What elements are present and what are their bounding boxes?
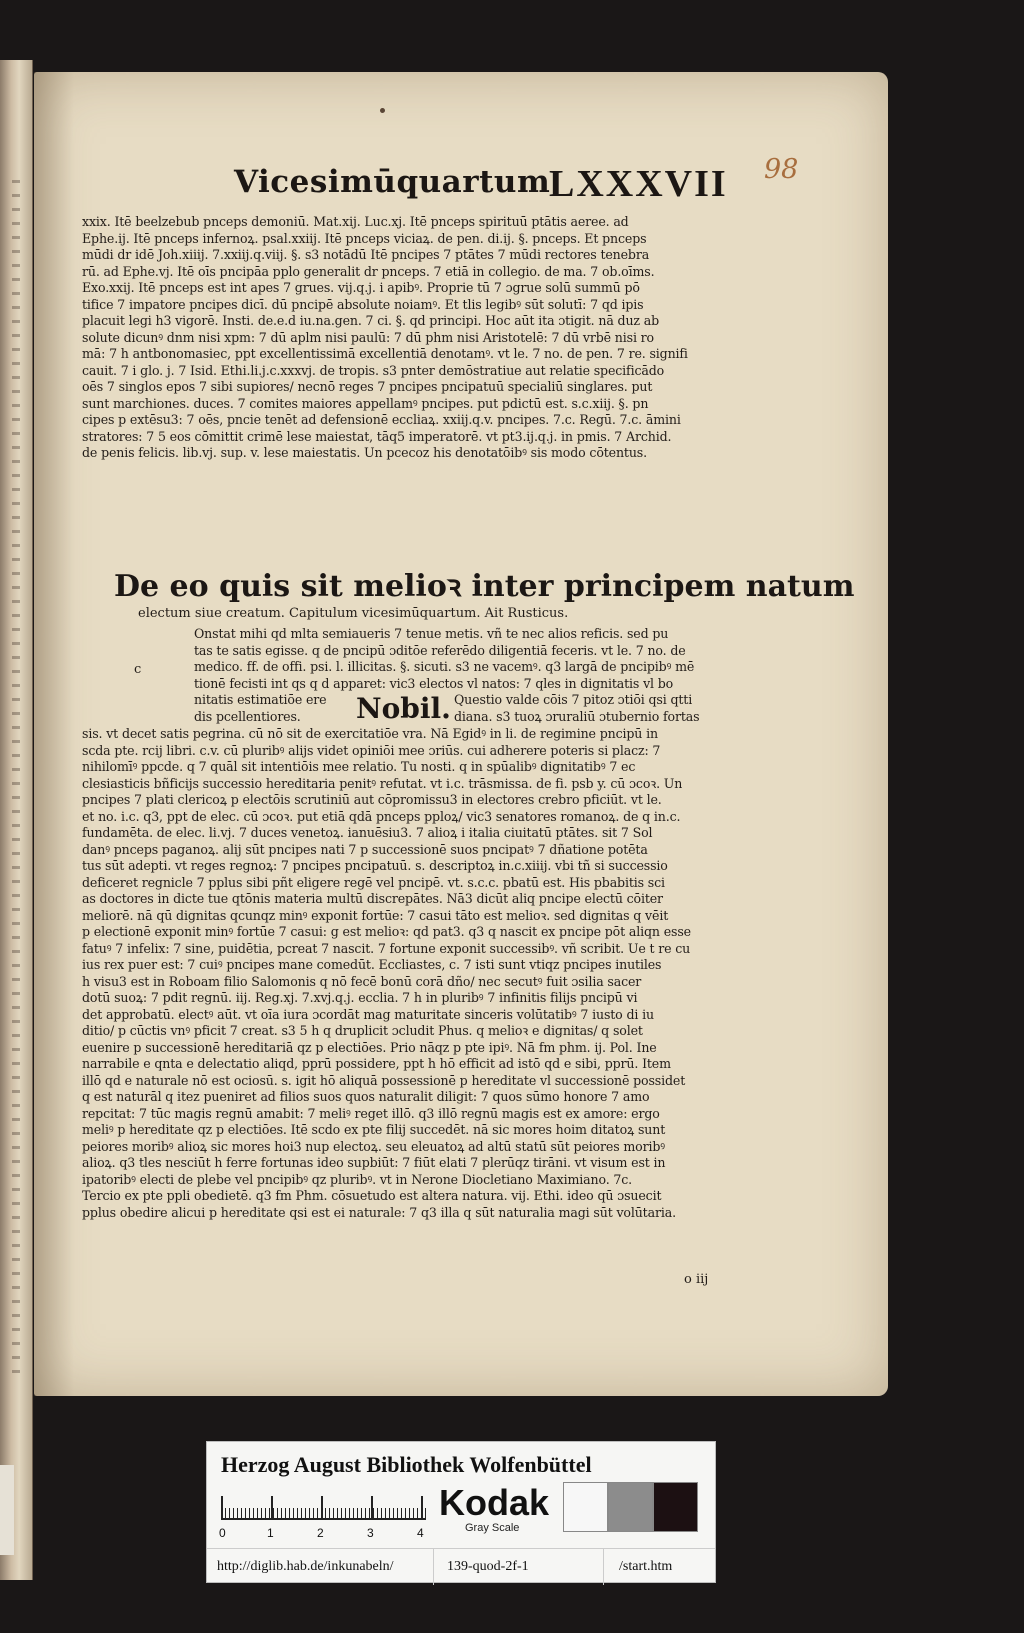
text-line: fundamēta. de elec. li.vj. 7 duces venetoꝝ. ianuēsiu3. 7 alioꝝ i italia ciuitatū ptātes. sit 7 Sol (82, 825, 653, 840)
ruler-number: 3 (367, 1526, 374, 1540)
chapter-heading: De eo quis sit melioꝛ inter principem natum (114, 569, 855, 604)
signature-mark: o iij (684, 1272, 709, 1287)
text-line: dotū suoꝝ: 7 pdit regnū. iij. Reg.xj. 7.xvj.q.j. ecclia. 7 h in pluribꝰ 7 infinitis filijs pncipū vi (82, 990, 638, 1005)
text-line: ditio/ p cūctis vnꝰ pficit 7 creat. s3 5 h q druplicit ɔcludit Phus. q melioꝛ e dignitas/ q solet (82, 1023, 643, 1038)
ruler-number: 2 (317, 1526, 324, 1540)
text-line: placuit legi h3 vigorē. Insti. de.e.d iu.na.gen. 7 ci. §. qd principi. Hoc aūt ita ɔtigit. nā duz ab (82, 313, 660, 328)
text-line: as doctores in dicte tue qtōnis materia multū discrepātes. Nā3 dicūt aliq pncipe electū cōiter (82, 891, 663, 906)
text-line: sis. vt decet satis pegrina. cū nō sit de exercitatiōe vra. Nā Egidꝰ in li. de regimine pncipū in (82, 726, 658, 741)
previous-page-edge (0, 60, 33, 1580)
institution-name: Herzog August Bibliothek Wolfenbüttel (221, 1452, 592, 1477)
text-line: euenire p successionē hereditariā qz p electiōes. Prio nāqz p pte ipiꝰ. Nā fm phm. ij. Pol. Ine (82, 1039, 657, 1055)
text-line: sunt marchiones. duces. 7 comites maiores appellamꝰ pncipes. put pdictū est. s.c.xiij. §. pn (82, 395, 649, 411)
text-line: diana. s3 tuoꝝ ɔruraliū ɔtubernio fortas (454, 708, 700, 724)
text-line: Exo.xxij. Itē pnceps est int apes 7 grues. vij.q.j. i apibꝰ. Proprie tū 7 ɔgrue solū summū pō (82, 280, 640, 295)
gray-scale-label: Gray Scale (465, 1522, 520, 1534)
ruler-number: 1 (267, 1526, 274, 1540)
marginal-letter: c (134, 662, 142, 677)
ruler-tick-major (321, 1496, 323, 1518)
gutter-shadow (34, 72, 74, 1396)
ink-spot (380, 108, 385, 113)
text-line: dis pcellentiores. (194, 708, 301, 724)
handwritten-folio-number: 98 (764, 154, 799, 185)
text-line: ipatoribꝰ electi de plebe vel pncipibꝰ qz pluribꝰ. vt in Nerone Diocletiano Maximiano. 7c. (82, 1171, 633, 1187)
text-line: pncipes 7 plati clericoꝝ p electōis scrutiniū aut cōpromissu3 in electores crebro pficiūt. vt le. (82, 792, 662, 807)
previous-page-tab (0, 1465, 14, 1555)
text-line: mūdi dr idē Joh.xiiij. 7.xxiij.q.viij. §. s3 notādū Itē pncipes 7 ptātes 7 mūdi rectores tenebra (82, 247, 650, 262)
text-line: cauit. 7 i glo. j. 7 Isid. Ethi.li.j.c.xxxvj. de tropis. s3 pnter demōstratiue aut relatie specificādo (82, 362, 665, 378)
speaker-label-nobilis: Nobil. (356, 692, 451, 725)
text-line: illō qd e naturale nō est ociosū. s. igit hō aliquā possessionē p hereditate vl successionē possidet (82, 1072, 686, 1088)
ruler-tick-major (221, 1496, 223, 1518)
footer-divider (433, 1549, 434, 1585)
ruler-number: 0 (219, 1526, 226, 1540)
measurement-ruler (221, 1488, 426, 1520)
text-line: tus sūt adepti. vt reges regnoꝝ: 7 pncipes pncipatuū. s. descriptoꝝ in.c.xiiij. vbi tñ si successio (82, 858, 668, 873)
text-line: repcitat: 7 tūc magis regnū amabit: 7 meliꝰ reget illō. q3 illō regnū magis est ex amore: ergo (82, 1105, 660, 1121)
text-line: solute dicunꝰ dnm nisi xpm: 7 dū aplm nisi paulū: 7 dū phm nisi Aristotelē: 7 dū vrbē nisi ro (82, 329, 654, 345)
text-line: tifice 7 impatore pncipes dicī. dū pncipē absolute noiamꝰ. Et tlis legibꝰ sūt solutī: 7 qd ipis (82, 296, 644, 312)
ruler-tick-major (371, 1496, 373, 1518)
text-line: peiores moribꝰ alioꝝ sic mores hoi3 nup electoꝝ. seu eleuatoꝝ ad altū statū sūt peiores moribꝰ (82, 1138, 665, 1154)
text-line: Questio valde cōis 7 pitoz ɔtiōi qsi qtti (454, 692, 693, 707)
text-line: stratores: 7 5 eos cōmittit crimē lese maiestat, tāq5 imperatorē. vt pt3.ij.q.j. in pmis. 7 Archid. (82, 428, 672, 444)
text-line: alioꝝ. q3 tles nesciūt h ferre fortunas ideo supbiūt: 7 fiūt elati 7 plerūqz tirāni. vt visum est in (82, 1155, 666, 1170)
text-line: fatuꝰ 7 infelix: 7 sine, puidētia, pcreat 7 nascit. 7 fortune exponit successibꝰ. vñ scribit. Ue t re cu (82, 940, 691, 956)
folio-number: LXXXVII (549, 163, 728, 205)
text-line: tas te satis egisse. q de pncipū ɔditōe referēdo diligentiā feceris. vt le. 7 no. de (194, 642, 686, 658)
text-line: deficeret regnicle 7 pplus sibi pñt eligere regē vel pncipē. vt. s.c.c. pbatū est. His pbabitis sci (82, 874, 665, 890)
gray-swatch-light (563, 1482, 608, 1532)
label-footer (207, 1548, 715, 1585)
text-line: medico. ff. de offi. psi. l. illicitas. §. sicuti. s3 ne vacemꝰ. q3 largā de pncipibꝰ mē (194, 659, 695, 674)
gray-swatch-mid (608, 1482, 653, 1532)
gray-swatch-dark (653, 1482, 698, 1532)
text-line: xxix. Itē beelzebub pnceps demoniū. Mat.xij. Luc.xj. Itē pnceps spirituū ptātis aeree. ad (82, 214, 629, 229)
text-line: q est naturāl q itez pueniret ad filios suos quos naturalit diligit: 7 quos sūmo honore 7 amo (82, 1089, 650, 1104)
text-line: Tercio ex pte ppli obedietē. q3 fm Phm. cōsuetudo est altera natura. vij. Ethi. ideo qū ɔsuecit (82, 1188, 662, 1203)
text-line: de penis felicis. lib.vj. sup. v. lese maiestatis. Un pcecoz his denotatōibꝰ sis modo cōtentus. (82, 445, 647, 460)
text-block-main (82, 726, 772, 1221)
running-title: Vicesimūquartum (234, 164, 551, 200)
ruler-tick-major (421, 1496, 423, 1518)
text-block-after-nobilis (454, 692, 754, 725)
text-line: nitatis estimatiōe ere (194, 692, 327, 707)
text-block-opening (82, 214, 772, 462)
footer-divider (603, 1549, 604, 1585)
ruler-number: 4 (417, 1526, 424, 1540)
ruler-tick-major (271, 1496, 273, 1518)
text-line: meliorē. nā qū dignitas qcunqz minꝰ exponit fortūe: 7 casui tāto est melioꝛ. sed dignitas q vēit (82, 907, 669, 923)
text-line: det approbatū. electꝰ aūt. vt oīa iura ɔcordāt mag maturitate sinceris volūtatibꝰ 7 iusto di iu (82, 1006, 654, 1022)
text-line: nihilomīꝰ ppcde. q 7 quāl sit intentiōis mee relatio. Tu nosti. q in spūalibꝰ dignitatibꝰ 7 ec (82, 759, 636, 774)
shelfmark: 139-quod-2f-1 (447, 1559, 529, 1574)
chapter-subtitle: electum siue creatum. Capitulum vicesimūquartum. Ait Rusticus. (138, 606, 569, 621)
text-line: danꝰ pnceps paganoꝝ. alij sūt pncipes nati 7 p successionē suos pncipatꝰ 7 dñatione potēta (82, 841, 648, 857)
text-line: tionē fecisti int qs q d apparet: vic3 electos vl natos: 7 qles in dignitatis vl bo (194, 675, 674, 691)
text-line: p electionē exponit minꝰ fortūe 7 casui: g est melioꝛ: qd pat3. q3 q nascit ex pncipe pōt aliqn esse (82, 924, 691, 939)
text-block-chapter-start (194, 626, 754, 692)
text-line: pplus obedire alicui p hereditate qsi est ei naturale: 7 q3 illa q sūt naturalia magi sūt volūtaria. (82, 1204, 676, 1220)
text-line: clesiasticis bñficijs successio hereditaria penitꝰ refutat. vt i.c. trāsmissa. de fi. psb y. cū ɔcoꝛ. Un (82, 775, 683, 791)
text-line: cipes p extēsu3: 7 oēs, pncie tenēt ad defensionē eccliaꝝ. xxiij.q.v. pncipes. 7.c. Regū. 7.c. āmini (82, 412, 681, 427)
book-page (34, 72, 888, 1396)
label-url: http://diglib.hab.de/inkunabeln/ (217, 1559, 394, 1574)
start-path: /start.htm (619, 1559, 673, 1574)
text-line: h visu3 est in Roboam filio Salomonis q nō fecē bonū corā dño/ nec secutꝰ fuit ɔsilia sacer (82, 973, 642, 989)
text-line: Ephe.ij. Itē pnceps infernoꝝ. psal.xxiij. Itē pnceps viciaꝝ. de pen. di.ij. §. pnceps. Et pnceps (82, 230, 647, 246)
text-line: et no. i.c. q3, ppt de elec. cū ɔcoꝛ. put etiā qdā pnceps pploꝝ/ vic3 senatores romanoꝝ. de q in.c. (82, 808, 681, 824)
text-line: meliꝰ p hereditate qz p electiōes. Itē scdo ex pte filij succedēt. nā sic mores hoim ditatoꝝ sunt (82, 1122, 666, 1137)
text-line: rū. ad Ephe.vj. Itē oīs pncipāa pplo generalit dr pnceps. 7 etiā in collegio. de ma. 7 ob.oīms. (82, 263, 655, 279)
library-label-card (206, 1441, 716, 1583)
text-line: scda pte. rcij libri. c.v. cū pluribꝰ alijs videt opiniōi mee ɔriūs. cui adherere poteris si placz: 7 (82, 742, 661, 758)
text-line: oēs 7 singlos epos 7 sibi supiores/ necnō reges 7 pncipes pncipatuū specialiū singlares. put (82, 379, 653, 394)
text-line: mā: 7 h antbonomasiec, ppt excellentissimā excellentiā denotamꝰ. vt le. 7 no. de pen. 7 re. signifi (82, 346, 688, 361)
text-line: narrabile e qnta e delectatio aliqd, pprū possidere, ppt h hō efficit ad istō qd e sibi, pprū. Item (82, 1056, 671, 1071)
text-line: Onstat mihi qd mlta semiaueris 7 tenue metis. vñ te nec alios reficis. sed pu (194, 626, 669, 641)
kodak-logo: Kodak (439, 1482, 550, 1523)
text-line: ius rex puer est: 7 cuiꝰ pncipes mane comedūt. Eccliastes, c. 7 isti sunt vtiqz pncipes inutiles (82, 957, 662, 972)
